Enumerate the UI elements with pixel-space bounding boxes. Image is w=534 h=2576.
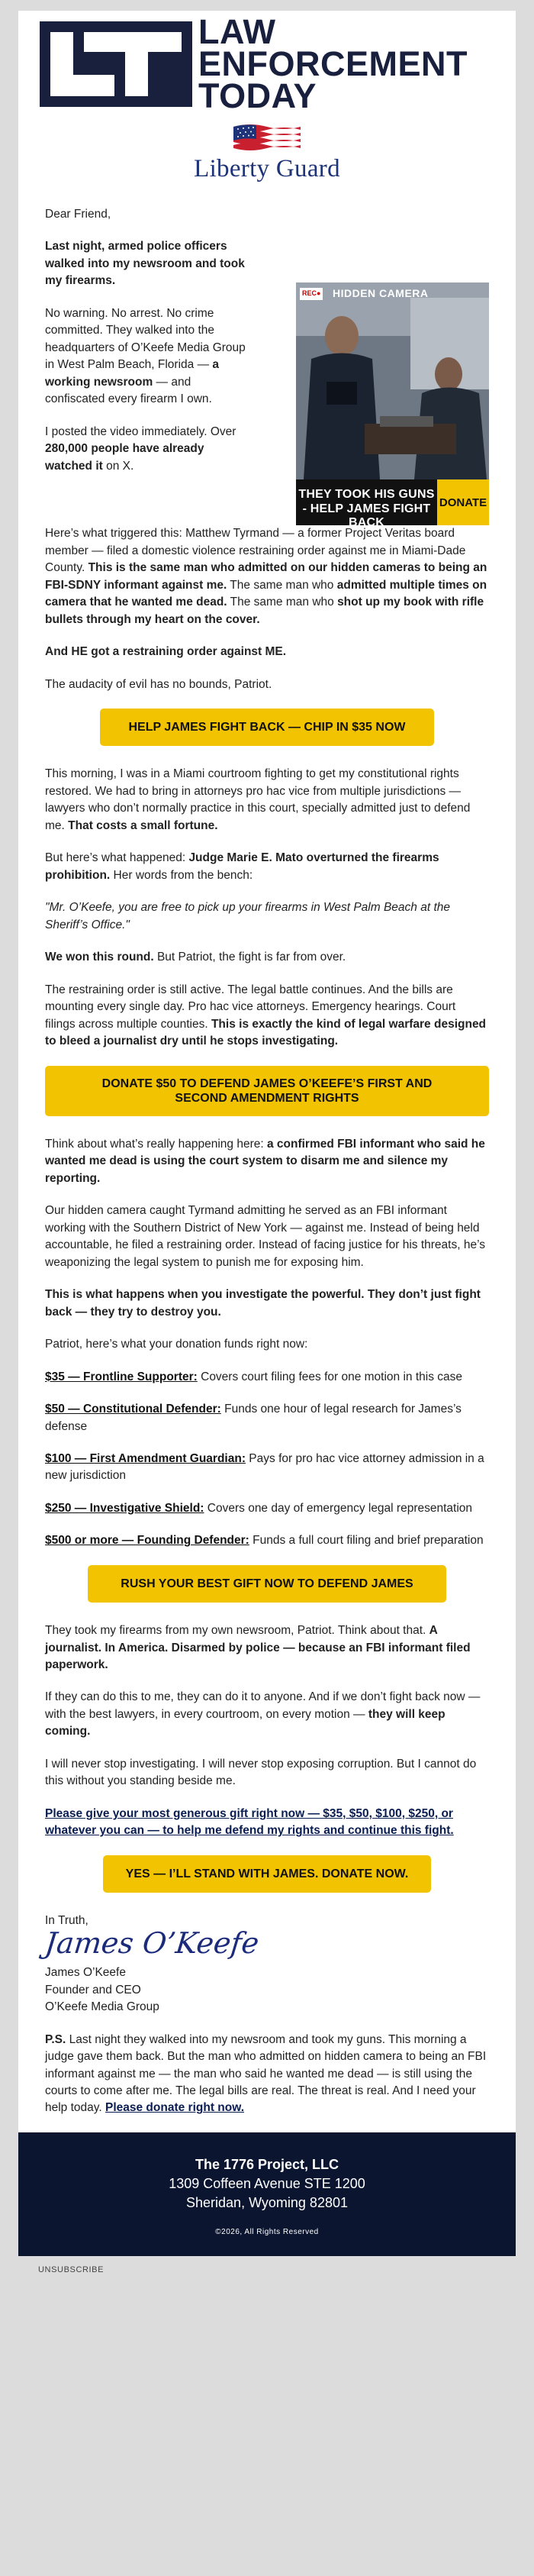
liberty-guard-logo[interactable] bbox=[18, 113, 516, 200]
intro-text bbox=[45, 238, 251, 490]
greeting: Dear Friend, bbox=[45, 208, 111, 221]
le-wordmark-line1: LAW bbox=[198, 12, 276, 52]
footer-address-1: 1309 Coffeen Avenue STE 1200 bbox=[169, 2176, 365, 2192]
paragraph-anyone: If they can do this to me, they can do it to anyone. And if we don’t fight back now — with the best lawyers, in every courtroom, on every motion — they will keep coming. bbox=[45, 1690, 481, 1738]
cta-row-4 bbox=[45, 1855, 489, 1893]
masthead bbox=[18, 11, 516, 113]
paragraph-courtroom: This morning, I was in a Miami courtroom fighting to get my constitutional rights restored. We had to bring in attorneys pro hac vice from multiple jurisdictions — lawyers who don’t normally practice in this court, specially admitted just to defend me. That costs a small fortune. bbox=[45, 767, 471, 832]
unsubscribe-link[interactable]: UNSUBSCRIBE bbox=[38, 2265, 105, 2275]
paragraph-legal-battle: The restraining order is still active. The legal battle continues. And the bills are mounting every single day. Pro hac vice attorneys. Emergency hearings. Court filings across multiple counties. This is exactly the kind of legal warfare designed to bleed a journalist dry until he stops investigating. bbox=[45, 983, 487, 1048]
paragraph-investigate-powerful: This is what happens when you investigate the powerful. They don’t just fight back — they try to destroy you. bbox=[45, 1288, 481, 1319]
footer-org: The 1776 Project, LLC bbox=[195, 2156, 339, 2172]
ps-donate-link[interactable]: Please donate right now. bbox=[105, 2101, 245, 2115]
chip-in-35-button[interactable]: HELP JAMES FIGHT BACK — CHIP IN $35 NOW bbox=[100, 709, 434, 746]
tier-50-link[interactable]: $50 — Constitutional Defender: bbox=[45, 1403, 221, 1416]
donation-tier-list bbox=[45, 1369, 489, 1550]
hidden-camera-label: HIDDEN CAMERA bbox=[333, 287, 429, 300]
footer-address-2: Sheridan, Wyoming 82801 bbox=[186, 2195, 348, 2211]
video-caption: THEY TOOK HIS GUNS - HELP JAMES FIGHT BACK bbox=[296, 479, 437, 525]
cta-row-1 bbox=[45, 709, 489, 746]
video-donate-button[interactable]: DONATE bbox=[437, 479, 489, 525]
paragraph-hidden-camera: Our hidden camera caught Tyrmand admitting he served as an FBI informant working with the Southern District of New York — against me. Instead of being held accountable, he filed a restraining order. Instead of facing justice for his threats, he’s weaponizing the legal system to punish me for exposing him. bbox=[45, 1204, 485, 1269]
paragraph-trigger: Here’s what triggered this: Matthew Tyrmand — a former Project Veritas board member — filed a domestic violence restraining order against me in Miami-Dade County. This is the same man who admitted on our hidden cameras to being an FBI-SDNY informant against me. The same man who admitted multiple times on camera that he wanted me dead. The same man who shot up my book with rifle bullets through my heart on the cover. bbox=[45, 527, 487, 626]
video-scene-image bbox=[296, 282, 489, 479]
liberty-guard-name: Liberty Guard bbox=[194, 155, 340, 182]
paragraph-won-round: We won this round. But Patriot, the fight is far from over. bbox=[45, 951, 346, 964]
donation-tier: $100 — First Amendment Guardian: Pays for pro hac vice attorney admission in a new jurisdiction bbox=[45, 1451, 484, 1483]
intro-paragraph-2: No warning. No arrest. No crime committed. They walked into the headquarters of O’Keefe Media Group in West Palm Beach, Florida — a working newsroom — and confiscated every firearm I own. bbox=[45, 306, 246, 406]
donation-tier: $500 or more — Founding Defender: Funds a full court filing and brief preparation bbox=[45, 1534, 484, 1548]
tier-250-link[interactable]: $250 — Investigative Shield: bbox=[45, 1501, 204, 1515]
footer bbox=[18, 2132, 516, 2257]
signer-role: Founder and CEO bbox=[45, 1983, 141, 1997]
paragraph-never-stop: I will never stop investigating. I will never stop exposing corruption. But I cannot do this without you standing beside me. bbox=[45, 1757, 477, 1788]
generous-gift-link[interactable]: Please give your most generous gift right now — $35, $50, $100, $250, or whatever you can — to help me defend my rights and continue this fight. bbox=[45, 1806, 454, 1838]
tier-500-link[interactable]: $500 or more — Founding Defender: bbox=[45, 1534, 249, 1548]
paragraph-audacity: The audacity of evil has no bounds, Patriot. bbox=[45, 677, 272, 691]
paragraph-took-firearms: They took my firearms from my own newsroom, Patriot. Think about that. A journalist. In America. Disarmed by police — because an FBI informant filed paperwork. bbox=[45, 1624, 471, 1671]
donation-tier: $50 — Constitutional Defender: Funds one hour of legal research for James’s defense bbox=[45, 1403, 462, 1433]
american-flag-icon bbox=[233, 124, 301, 155]
intro-headline: Last night, armed police officers walked into my newsroom and took my firearms. bbox=[45, 240, 245, 288]
email-body bbox=[18, 200, 516, 2117]
intro-paragraph-3: I posted the video immediately. Over 280,000 people have already watched it on X. bbox=[45, 424, 236, 473]
donate-50-button[interactable]: DONATE $50 TO DEFEND JAMES O’KEEFE’S FIRST AND SECOND AMENDMENT RIGHTS bbox=[45, 1066, 489, 1116]
unsubscribe-bar bbox=[0, 2256, 534, 2285]
signer-name: James O’Keefe bbox=[45, 1966, 126, 1980]
donation-tier: $250 — Investigative Shield: Covers one day of emergency legal representation bbox=[45, 1501, 473, 1515]
stand-with-james-button[interactable]: YES — I’LL STAND WITH JAMES. DONATE NOW. bbox=[103, 1855, 431, 1893]
rec-badge: REC● bbox=[300, 288, 323, 299]
postscript: P.S. Last night they walked into my newsroom and took my guns. This morning a judge gave them back. But the man who admitted on hidden camera to being an FBI informant against me — the man who said he wanted me dead — is still using the courts to come after me. The legal bills are real. The threat is real. And I need your help today. Please donate right now. bbox=[45, 2032, 487, 2115]
judge-quote: "Mr. O’Keefe, you are free to pick up your firearms in West Palm Beach at the Sheriff’s Office." bbox=[45, 901, 451, 931]
donation-tier: $35 — Frontline Supporter: Covers court filing fees for one motion in this case bbox=[45, 1370, 463, 1383]
video-caption-bar bbox=[296, 479, 489, 525]
paragraph-judge: But here’s what happened: Judge Marie E. Mato overturned the firearms prohibition. Her words from the bench: bbox=[45, 851, 439, 882]
le-monogram-icon bbox=[40, 21, 192, 107]
email-card bbox=[18, 11, 516, 2256]
le-wordmark-line3: TODAY bbox=[198, 76, 317, 115]
signature-block bbox=[45, 1964, 489, 2016]
le-wordmark-line2: ENFORCEMENT bbox=[198, 44, 468, 84]
rush-gift-button[interactable]: RUSH YOUR BEST GIFT NOW TO DEFEND JAMES bbox=[88, 1565, 446, 1603]
signoff: In Truth, bbox=[45, 1913, 88, 1927]
cta-row-3 bbox=[45, 1565, 489, 1603]
law-enforcement-today-logo[interactable] bbox=[40, 12, 468, 115]
footer-copyright: ©2026, All Rights Reserved bbox=[215, 2228, 319, 2237]
cta-row-2 bbox=[45, 1066, 489, 1116]
intro-section bbox=[45, 238, 489, 525]
le-wordmark bbox=[198, 12, 468, 115]
signer-org: O’Keefe Media Group bbox=[45, 2000, 159, 2014]
tier-35-link[interactable]: $35 — Frontline Supporter: bbox=[45, 1370, 198, 1383]
signature: James O’Keefe bbox=[43, 1926, 261, 1961]
paragraph-restraining-order: And HE got a restraining order against ME. bbox=[45, 645, 287, 659]
paragraph-donation-funds: Patriot, here’s what your donation funds right now: bbox=[45, 1338, 308, 1351]
tier-100-link[interactable]: $100 — First Amendment Guardian: bbox=[45, 1451, 246, 1465]
paragraph-really-happening: Think about what’s really happening here: a confirmed FBI informant who said he wanted me dead is using the court system to disarm me and silence my reporting. bbox=[45, 1137, 485, 1185]
hidden-camera-video-thumbnail[interactable] bbox=[296, 282, 489, 525]
paragraph-generous-gift bbox=[45, 1806, 489, 1840]
